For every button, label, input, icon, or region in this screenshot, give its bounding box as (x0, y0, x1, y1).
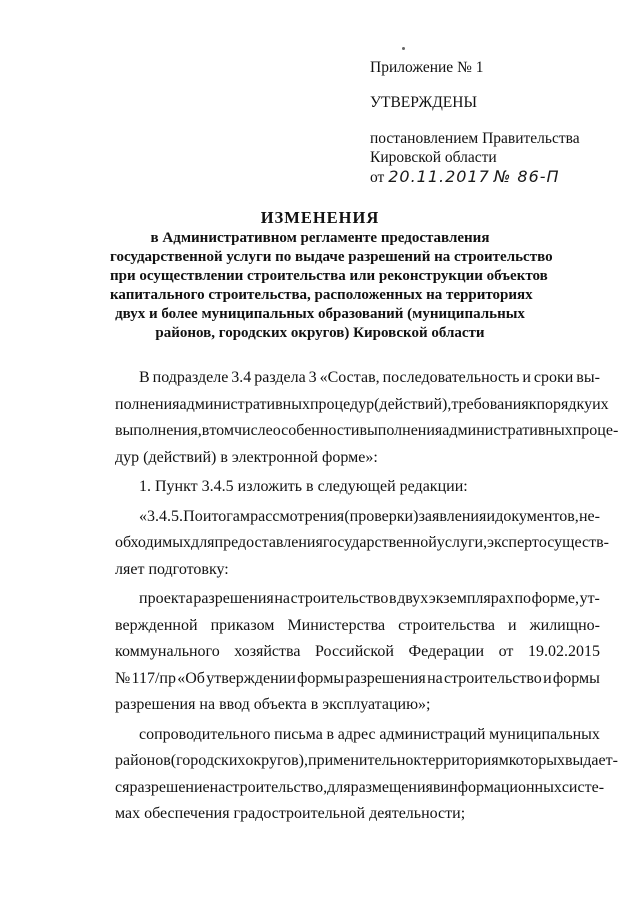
document-heading: ИЗМЕНЕНИЯ (260, 208, 380, 227)
handwritten-number: № 86-П (493, 167, 560, 186)
title-line: государственной услуги по выдаче разрешений на строительство (110, 249, 553, 265)
scan-speck (402, 47, 405, 50)
text-line: обходимых для предоставления государственной услуги, эксперт осуществ- (115, 534, 609, 551)
text-line: проекта разрешения на строительство в двух экземплярах по форме, ут- (139, 590, 600, 607)
title-line: двух и более муниципальных образований (муниципальных (115, 306, 525, 322)
paragraph-3-4-5 (115, 504, 609, 584)
text-line: сопроводительного письма в адрес администраций муниципальных (139, 725, 600, 743)
decree-date-line (370, 167, 620, 187)
text-line: № 117/пр «Об утверждении формы разрешения на строительство и формы (115, 669, 600, 687)
decree-line-2: Кировской области (370, 149, 497, 166)
document-title-block (110, 207, 553, 343)
paragraph-item-1 (115, 474, 600, 501)
text-line: ляет подготовку: (115, 560, 229, 578)
text-line: ся разрешение на строительство, для размещения в информационных систе- (115, 778, 605, 796)
approved-label: УТВЕРЖДЕНЫ (370, 94, 477, 111)
document-body (115, 365, 619, 828)
title-line: в Административном регламенте предоставления (150, 230, 490, 246)
text-line: мах обеспечения градостроительной деятельности; (115, 805, 466, 822)
handwritten-date: 20.11.2017 (388, 167, 490, 186)
text-line: вержденной приказом Министерства строительства и жилищно- (115, 616, 600, 634)
text-line: 1. Пункт 3.4.5 изложить в следующей редакции: (139, 478, 468, 495)
title-line: районов, городских округов) Кировской области (155, 325, 485, 341)
text-line: районов (городских округов), применительно к территориям которых выдает- (115, 752, 618, 769)
text-line: дур (действий) в электронной форме»: (115, 448, 378, 466)
title-line: при осуществлении строительства или реконструкции объектов (110, 268, 548, 284)
paragraph-intro (115, 365, 619, 471)
appendix-label: Приложение № 1 (370, 59, 484, 76)
text-line: разрешения на ввод объекта в эксплуатацию»; (115, 696, 431, 713)
text-line: полнения административных процедур (действий), требования к порядку их (115, 395, 609, 413)
text-line: В подразделе 3.4 раздела 3 «Состав, последовательность и сроки вы- (139, 369, 600, 386)
decree-line-1: постановлением Правительства (370, 130, 580, 147)
paragraph-cover-letter (115, 722, 618, 828)
text-line: «3.4.5. По итогам рассмотрения (проверки) заявления и документов, не- (139, 507, 600, 525)
approval-block (370, 58, 620, 187)
text-line: коммунального хозяйства Российской Федерации от 19.02.2015 (115, 643, 600, 660)
title-line: капитального строительства, расположенных на территориях (110, 287, 533, 303)
paragraph-permit-project (115, 586, 600, 719)
text-line: выполнения, в том числе особенности выполнения административных проце- (115, 422, 619, 439)
date-prefix: от (370, 169, 385, 186)
